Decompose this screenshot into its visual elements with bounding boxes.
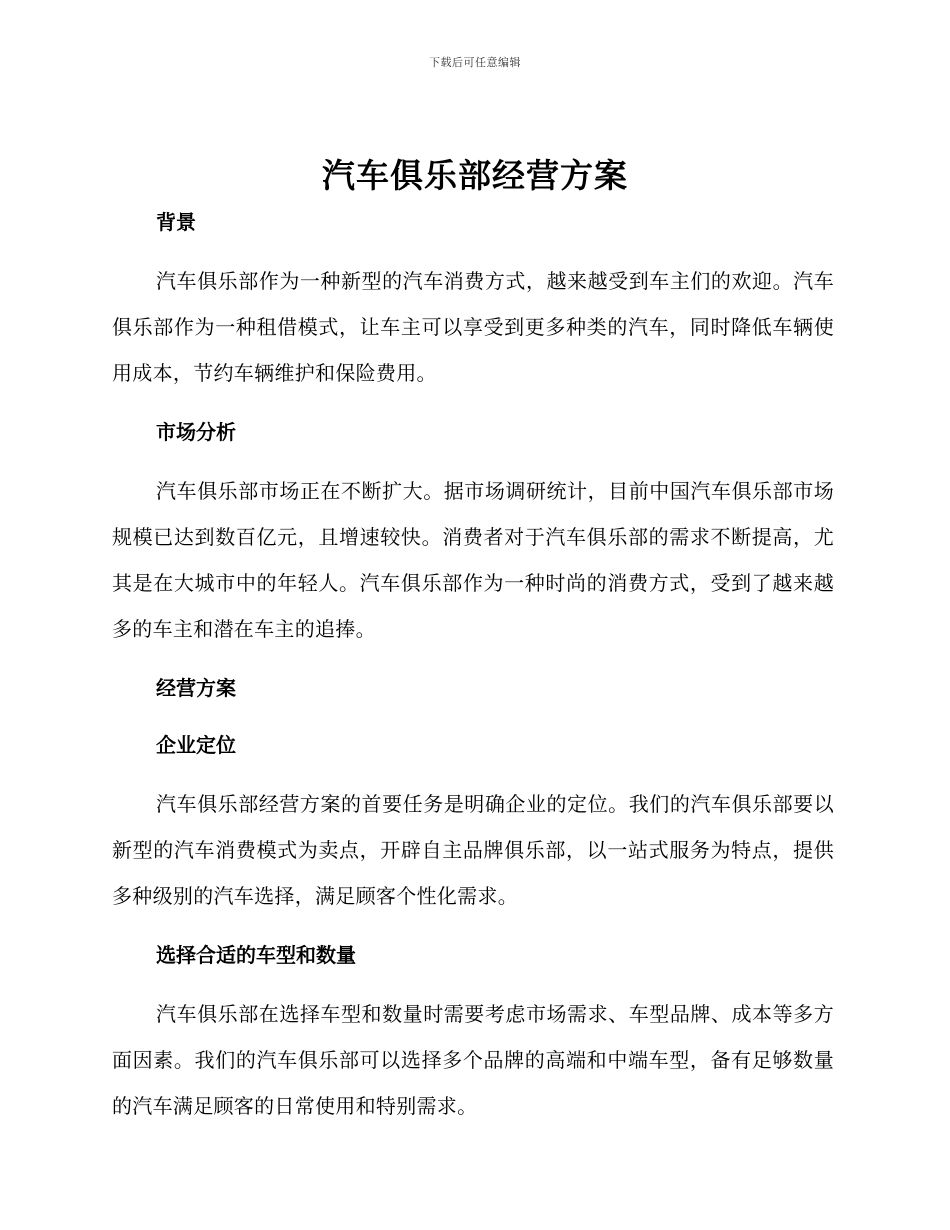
document-body (112, 205, 834, 1129)
section-heading-market-analysis: 市场分析 (156, 420, 236, 444)
header-note: 下载后可任意编辑 (429, 56, 521, 69)
section-paragraph-positioning: 汽车俱乐部经营方案的首要任务是明确企业的定位。我们的汽车俱乐部要以新型的汽车消费模式为卖点，开辟自主品牌俱乐部，以一站式服务为特点，提供多种级别的汽车选择，满足顾客个性化需求。 (112, 792, 834, 908)
section-paragraph-vehicle-selection: 汽车俱乐部在选择车型和数量时需要考虑市场需求、车型品牌、成本等多方面因素。我们的汽车俱乐部可以选择多个品牌的高端和中端车型，备有足够数量的汽车满足顾客的日常使用和特别需求。 (112, 1002, 834, 1118)
section-heading-vehicle-selection: 选择合适的车型和数量 (156, 943, 356, 967)
section-heading-positioning: 企业定位 (156, 733, 236, 757)
section-paragraph-market-analysis: 汽车俱乐部市场正在不断扩大。据市场调研统计，目前中国汽车俱乐部市场规模已达到数百亿元，且增速较快。消费者对于汽车俱乐部的需求不断提高，尤其是在大城市中的年轻人。汽车俱乐部作为一种时尚的消费方式，受到了越来越多的车主和潜在车主的追捧。 (112, 479, 834, 641)
section-heading-operation-plan: 经营方案 (156, 676, 236, 700)
section-heading-background: 背景 (156, 210, 196, 234)
document-title: 汽车俱乐部经营方案 (322, 156, 628, 195)
section-paragraph-background: 汽车俱乐部作为一种新型的汽车消费方式，越来越受到车主们的欢迎。汽车俱乐部作为一种租借模式，让车主可以享受到更多种类的汽车，同时降低车辆使用成本，节约车辆维护和保险费用。 (112, 269, 834, 385)
